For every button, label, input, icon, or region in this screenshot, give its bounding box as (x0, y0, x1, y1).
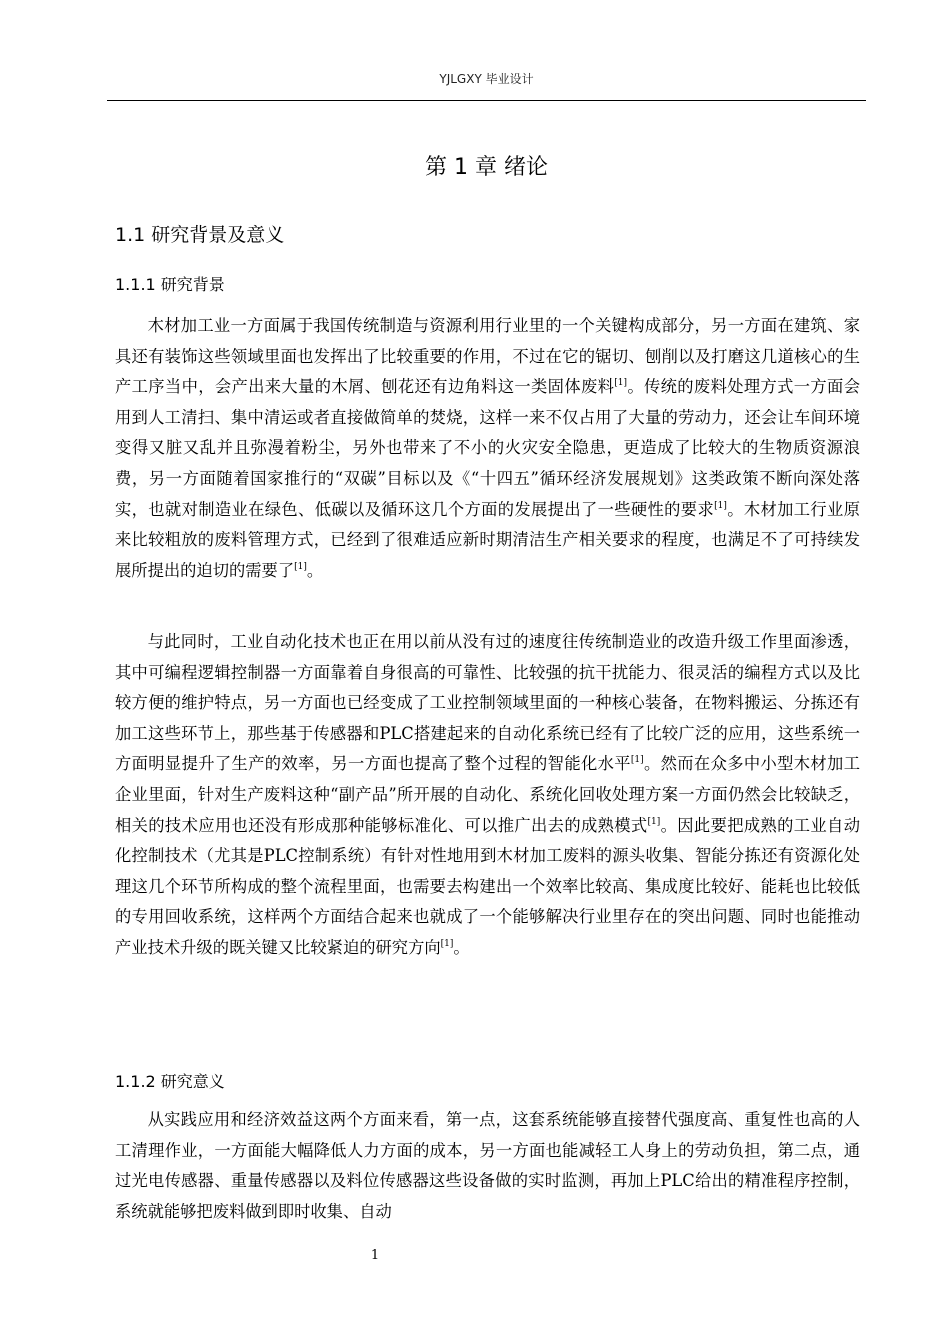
paragraph-significance: 从实践应用和经济效益这两个方面来看，第一点，这套系统能够直接替代强度高、重复性也高的人工清理作业，一方面能大幅降低人力方面的成本，另一方面也能减轻工人身上的劳动负担，第二点，通过光电传感器、重量传感器以及料位传感器这些设备做的实时监测，再加上PLC给出的精准程序控制，系统就能够把废料做到即时收集、自动 (115, 1110, 860, 1221)
chapter-title: 第 1 章 绪论 (425, 155, 548, 180)
subsection-heading-significance: 1.1.2 研究意义 (115, 1072, 225, 1091)
text-run: 。 (453, 937, 470, 957)
citation: [1] (714, 500, 727, 511)
text-run: 与此同时，工业自动化技术也正在用以前从没有过的速度往传统制造业的改造升级工作里面渗透，其中可编程逻辑控制器一方面靠着自身很高的可靠性、比较强的抗干扰能力、很灵活的编程方式以及比较方便的维护特点，另一方面也已经变成了工业控制领域里面的一种核心装备，在物料搬运、分拣还有加工这些环节上，那些基于传感器和PLC搭建起来的自动化系统已经有了比较广泛的应用，这些系统一方面明显提升了生产的效率，另一方面也提高了整个过程的智能化水平 (115, 632, 860, 774)
citation: [1] (647, 816, 661, 827)
text-run: 。传统的废料处理方式一方面会用到人工清扫、集中清运或者直接做简单的焚烧，这样一来不仅占用了大量的劳动力，还会让车间环境变得又脏又乱并且弥漫着粉尘，另外也带来了不小的火灾安全隐患，更造成了比较大的生物质资源浪费，另一方面随着国家推行的“双碳”目标以及《“十四五”循环经济发展规划》这类政策不断向深处落实，也就对制造业在绿色、低碳以及循环这几个方面的发展提出了一些硬性的要求 (115, 377, 860, 519)
citation: [1] (440, 938, 454, 949)
text-run: 。然而在众多中小型木材加工企业里面，针对生产废料这种“副产品”所开展的自动化、系统化回收处理方案一方面仍然会比较缺乏，相关的技术应用也还没有形成那种能够标准化、可以推广出去的成熟模式 (115, 754, 860, 835)
section-heading: 1.1 研究背景及意义 (115, 224, 285, 246)
citation: [1] (630, 755, 644, 766)
page-number: 1 (370, 1248, 380, 1263)
text-run: 。因此要把成熟的工业自动化控制技术（尤其是PLC控制系统）有针对性地用到木材加工废料的源头收集、智能分拣还有资源化处理这几个环节所构成的整个流程里面，也需要去构建出一个效率比较高、集成度比较好、能耗也比较低的专用回收系统，这样两个方面结合起来也就成了一个能够解决行业里存在的突出问题、同时也能推动产业技术升级的既关键又比较紧迫的研究方向 (115, 815, 860, 957)
header-divider (107, 100, 866, 101)
text-run: 木材加工业一方面属于我国传统制造与资源利用行业里的一个关键构成部分，另一方面在建筑、家具还有装饰这些领域里面也发挥出了比较重要的作用，不过在它的锯切、刨削以及打磨这几道核心的生产工序当中，会产出来大量的木屑、刨花还有边角料这一类固体废料 (115, 316, 860, 397)
citation: [1] (614, 378, 627, 389)
paragraph-background-2 (115, 627, 860, 964)
text-run: 。木材加工行业原来比较粗放的废料管理方式，已经到了很难适应新时期清洁生产相关要求的程度，也满足不了可持续发展所提出的迫切的需要了 (115, 499, 860, 580)
page-header: YJLGXY 毕业设计 (439, 72, 534, 86)
subsection-heading-background: 1.1.1 研究背景 (115, 275, 225, 294)
paragraph-background-1 (115, 311, 860, 586)
citation: [1] (294, 561, 307, 572)
text-run: 。 (306, 560, 324, 580)
